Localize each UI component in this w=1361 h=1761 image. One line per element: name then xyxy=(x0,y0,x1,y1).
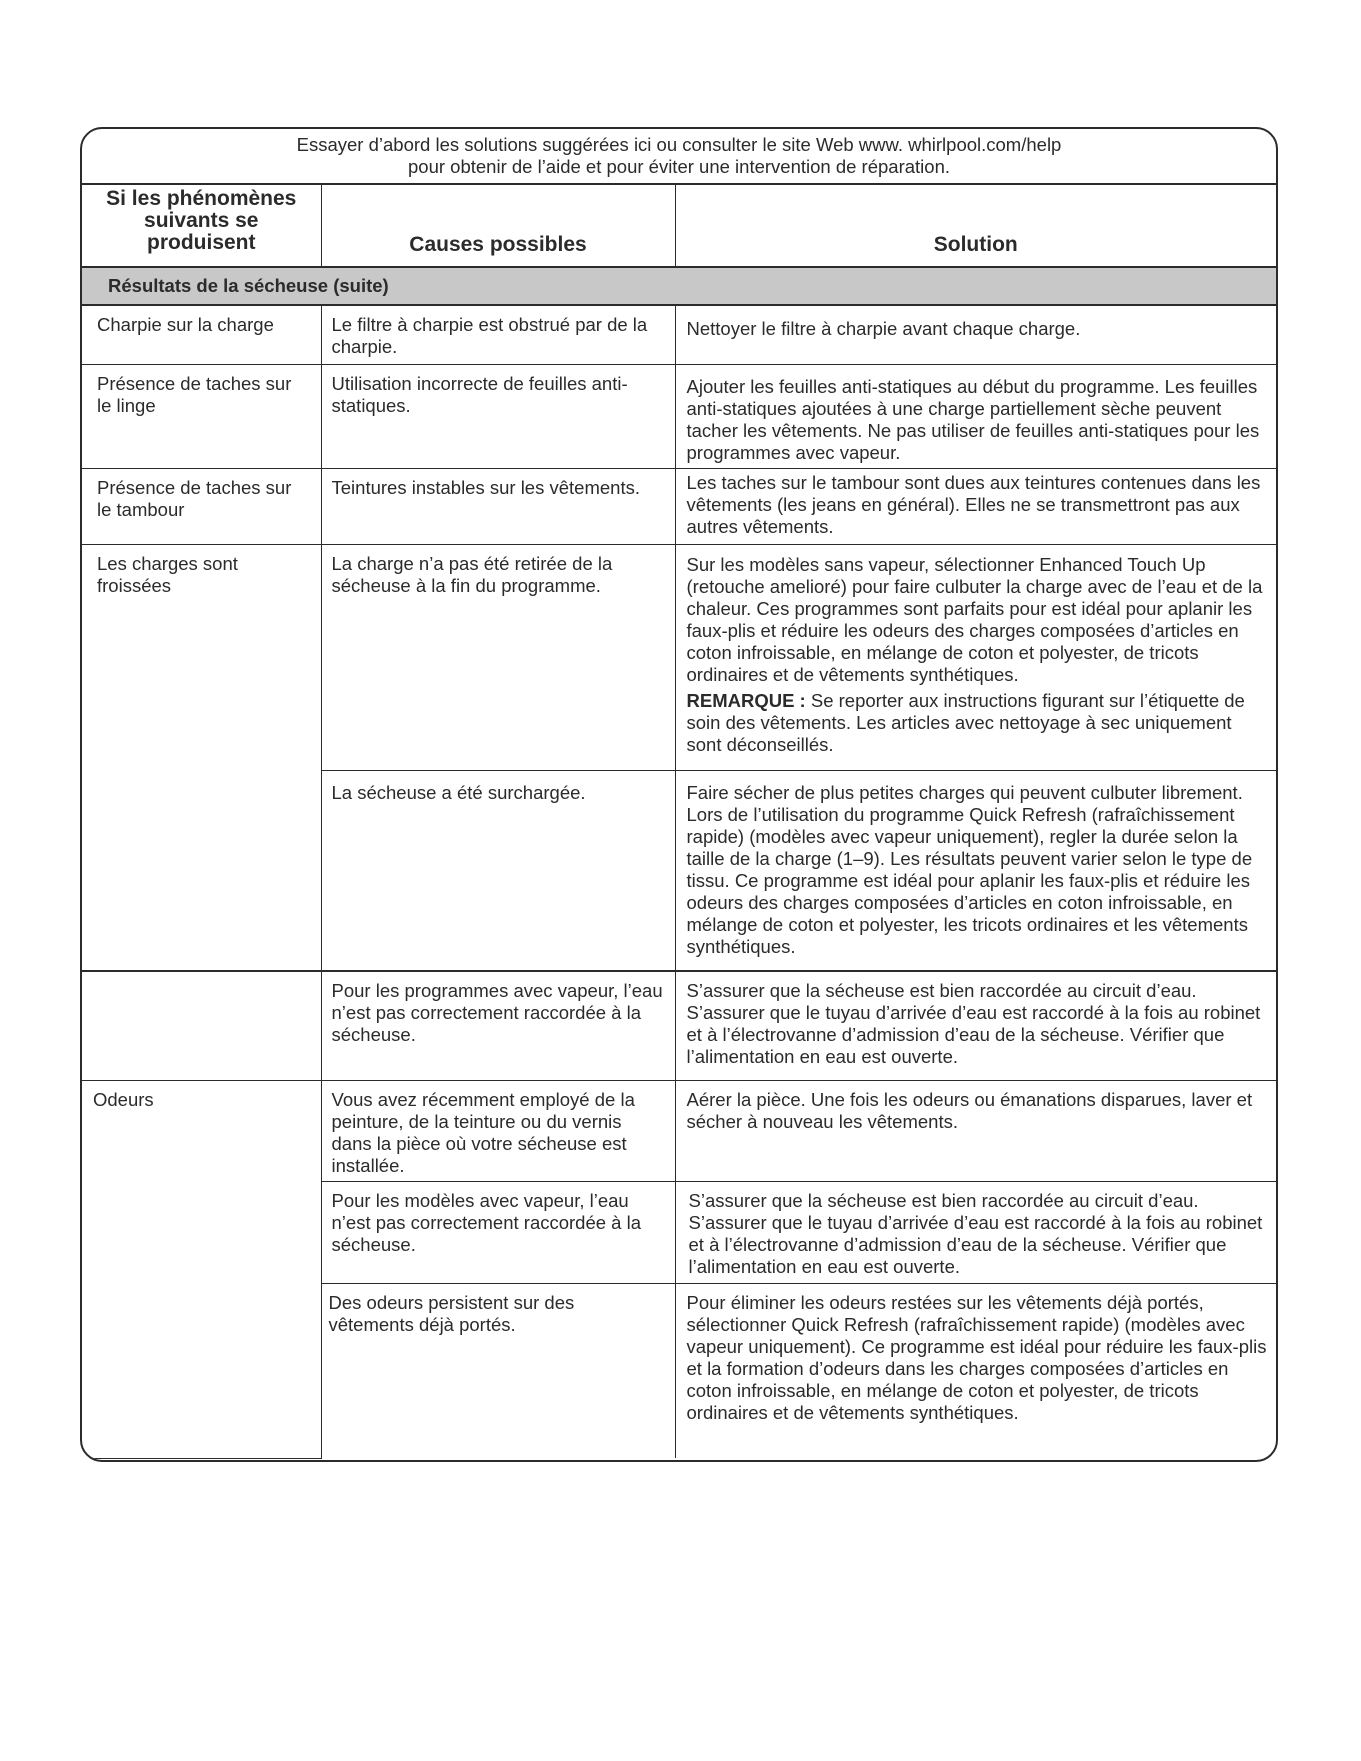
problem-cell xyxy=(82,971,321,1080)
cause-cell: Des odeurs persistent sur des vêtements déjà portés. xyxy=(321,1283,675,1458)
solution-cell: S’assurer que la sécheuse est bien raccordée au circuit d’eau. S’assurer que le tuyau d’arrivée d’eau est raccordé à la fois au robinet et à l’électrovanne d’admission d’eau de la sécheuse. Vérifier que l’alimentation en eau est ouverte. xyxy=(675,1181,1276,1283)
table-row xyxy=(82,1080,1276,1181)
solution-text: Sur les modèles sans vapeur, sélectionner Enhanced Touch Up (retouche amelioré) pour faire culbuter la charge avec de l’eau et de la chaleur. Ces programmes sont parfaits pour est idéal pour aplanir les faux-plis et réduire les odeurs des charges composées d’articles en coton infroissable, en mélange de coton et polyester, de tricots ordinaires et de vêtements synthétiques. xyxy=(686,553,1263,685)
solution-cell: Pour éliminer les odeurs restées sur les vêtements déjà portés, sélectionner Quick Refresh (rafraîchissement rapide) (modèles avec vapeur uniquement). Ce programme est idéal pour réduire les faux-plis et la formation d’odeurs dans les charges composées d’articles en coton infroissable, en mélange de coton et polyester, de tricots ordinaires et de vêtements synthétiques. xyxy=(675,1283,1276,1458)
solution-cell: Ajouter les feuilles anti-statiques au début du programme. Les feuilles anti-statiques ajoutées à une charge partiellement sèche peuvent tacher les vêtements. Ne pas utiliser de feuilles anti-statiques pour les programmes avec vapeur. xyxy=(675,364,1276,468)
problem-cell: Présence de taches sur le tambour xyxy=(82,468,321,544)
cause-cell: Pour les modèles avec vapeur, l’eau n’est pas correctement raccordée à la sécheuse. xyxy=(321,1181,675,1283)
note-text: Se reporter aux instructions figurant sur l’étiquette de soin des vêtements. Les articles avec nettoyage à sec uniquement sont déconseillés. xyxy=(686,689,1245,755)
note xyxy=(687,690,1271,756)
cause-cell: Le filtre à charpie est obstrué par de la charpie. xyxy=(321,305,675,364)
solution-cell: Les taches sur le tambour sont dues aux teintures contenues dans les vêtements (les jeans en général). Elles ne se transmettront pas aux autres vêtements. xyxy=(675,468,1276,544)
solution-cell: S’assurer que la sécheuse est bien raccordée au circuit d’eau. S’assurer que le tuyau d’arrivée d’eau est raccordé à la fois au robinet et à l’électrovanne d’admission d’eau de la sécheuse. Vérifier que l’alimentation en eau est ouverte. xyxy=(675,971,1276,1080)
cause-cell: La charge n’a pas été retirée de la sécheuse à la fin du programme. xyxy=(321,544,675,770)
troubleshooting-table-frame xyxy=(80,127,1278,1462)
header-problem: Si les phénomènes suivants se produisent xyxy=(82,185,321,267)
table-row xyxy=(82,468,1276,544)
problem-cell: Odeurs xyxy=(82,1080,321,1458)
solution-cell: Faire sécher de plus petites charges qui peuvent culbuter librement. Lors de l’utilisation du programme Quick Refresh (rafraîchissement rapide) (modèles avec vapeur uniquement), regler la durée selon la taille de la charge (1–9). Les résultats peuvent varier selon le type de tissu. Ce programme est idéal pour aplanir les faux-plis et réduire les odeurs des charges composées d’articles en coton infroissable, en mélange de coton et polyester, les tricots ordinaires et les vêtements synthétiques. xyxy=(675,770,1276,971)
section-title: Résultats de la sécheuse (suite) xyxy=(82,267,1276,305)
solution-cell: Nettoyer le filtre à charpie avant chaque charge. xyxy=(675,305,1276,364)
solution-cell xyxy=(675,544,1276,770)
troubleshooting-table xyxy=(82,185,1276,1459)
problem-cell: Les charges sont froissées xyxy=(82,544,321,971)
solution-cell: Aérer la pièce. Une fois les odeurs ou émanations disparues, laver et sécher à nouveau les vêtements. xyxy=(675,1080,1276,1181)
section-row xyxy=(82,267,1276,305)
table-row xyxy=(82,364,1276,468)
cause-cell: Utilisation incorrecte de feuilles anti-statiques. xyxy=(321,364,675,468)
intro-note xyxy=(82,129,1276,185)
header-solution: Solution xyxy=(675,185,1276,267)
problem-cell: Présence de taches sur le linge xyxy=(82,364,321,468)
table-row xyxy=(82,971,1276,1080)
header-row xyxy=(82,185,1276,267)
problem-cell: Charpie sur la charge xyxy=(82,305,321,364)
table-row xyxy=(82,544,1276,770)
cause-cell: Pour les programmes avec vapeur, l’eau n’est pas correctement raccordée à la sécheuse. xyxy=(321,971,675,1080)
intro-line-1: Essayer d’abord les solutions suggérées ici ou consulter le site Web www. whirlpool.com/help xyxy=(296,134,1062,155)
table-row xyxy=(82,305,1276,364)
cause-cell: Teintures instables sur les vêtements. xyxy=(321,468,675,544)
cause-cell: Vous avez récemment employé de la peinture, de la teinture ou du vernis dans la pièce où votre sécheuse est installée. xyxy=(321,1080,675,1181)
cause-cell: La sécheuse a été surchargée. xyxy=(321,770,675,971)
intro-line-2: pour obtenir de l’aide et pour éviter une intervention de réparation. xyxy=(408,156,950,177)
header-causes: Causes possibles xyxy=(321,185,675,267)
note-label: REMARQUE : xyxy=(686,689,806,711)
